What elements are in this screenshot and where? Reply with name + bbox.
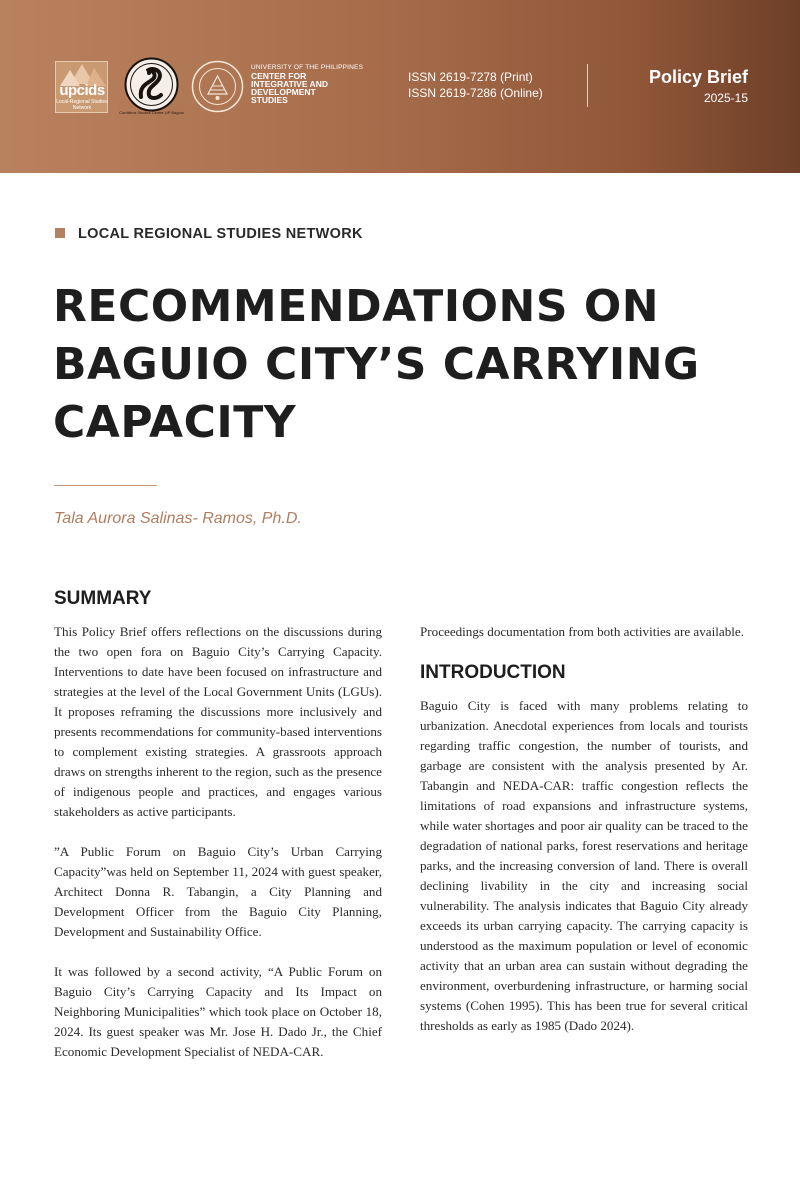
title-divider — [54, 485, 157, 486]
issn-online: ISSN 2619-7286 (Online) — [408, 86, 543, 100]
upcids-wordmark: upcids — [59, 82, 105, 99]
introduction-heading: INTRODUCTION — [420, 662, 566, 683]
issn-print: ISSN 2619-7278 (Print) — [408, 70, 533, 84]
left-column — [54, 588, 382, 1082]
page-title — [53, 278, 773, 452]
section-tag-label: LOCAL REGIONAL STUDIES NETWORK — [78, 226, 363, 242]
center-name-university: UNIVERSITY OF THE PHILIPPINES — [251, 64, 364, 71]
center-name-line: DEVELOPMENT — [251, 87, 316, 97]
upcids-subtitle: Local-Regional Studies Network — [56, 99, 108, 111]
title-line: BAGUIO CITY’S CARRYING — [53, 339, 700, 390]
up-seal-logo — [191, 60, 244, 113]
title-line: CAPACITY — [53, 397, 297, 448]
cordillera-seal-logo — [119, 57, 184, 119]
author-name: Tala Aurora Salinas- Ramos, Ph.D. — [54, 510, 302, 527]
cordillera-seal-icon — [123, 57, 180, 112]
up-seal-icon — [191, 60, 244, 113]
policy-brief-number: 2025-15 — [703, 91, 748, 105]
center-name-line: INTEGRATIVE AND — [251, 79, 328, 89]
header-band — [0, 0, 800, 173]
summary-paragraph: This Policy Brief offers reflections on the discussions during the two open fora on Baguio City’s Carrying Capacity. Interventions to date have been focused on infrastructure and strategies at the level of the Local Government Units (LGUs). It proposes reframing the discussions more inclusively and presents recommendations for community-based interventions to complement existing strategies. A grassroots approach draws on strengths inherent to the region, such as the presence of indigenous people and practices, and engages various stakeholders as active participants. — [54, 624, 382, 819]
section-tag — [55, 226, 363, 242]
title-line: RECOMMENDATIONS ON — [53, 281, 660, 332]
right-column — [420, 622, 748, 1056]
center-name — [251, 64, 363, 104]
cordillera-seal-caption: Cordillera Studies Center UP Baguio — [119, 110, 184, 115]
summary-continuation: Proceedings documentation from both activities are available. — [420, 624, 744, 639]
center-name-line: STUDIES — [251, 95, 288, 105]
header-divider — [587, 64, 588, 107]
upcids-logo — [55, 61, 108, 113]
summary-paragraph: It was followed by a second activity, “A Public Forum on Baguio City’s Carrying Capacity and Its Impact on Neighboring Municipalities” which took place on October 18, 2024. Its guest speaker was Mr. Jose H. Dado Jr., the Chief Economic Development Specialist of NEDA-CAR. — [54, 964, 382, 1059]
summary-heading: SUMMARY — [54, 588, 152, 609]
summary-paragraph: ”A Public Forum on Baguio City’s Urban Carrying Capacity”was held on September 11, 2024 with guest speaker, Architect Donna R. Tabangin, a City Planning and Development Officer from the Baguio City Planning, Development and Sustainability Office. — [54, 844, 382, 939]
policy-brief-label: Policy Brief — [648, 67, 748, 87]
square-bullet-icon — [55, 228, 65, 238]
center-name-line: CENTER FOR — [251, 71, 307, 81]
issn-block — [408, 69, 543, 101]
introduction-paragraph: Baguio City is faced with many problems relating to urbanization. Anecdotal experiences from locals and tourists regarding traffic congestion, the number of tourists, and garbage are consistent with the analysis presented by Ar. Tabangin and NEDA-CAR: traffic congestion reflects the limitations of road expansions and infrastructure systems, while water shortages and poor air quality can be traced to the degradation of national parks, forest reservations and heritage parks, and the increasing conversion of land. There is overall declining livability in the city and increasing social vulnerability. The analysis indicates that Baguio City already exceeds its urban carrying capacity. The carrying capacity is understood as the maximum population or level of economic activity that an urban area can sustain without degrading the environment, overburdening infrastructure, or harming social systems (Cohen 1995). This has been true for several critical thresholds as early as 1985 (Dado 2024). — [420, 698, 748, 1033]
